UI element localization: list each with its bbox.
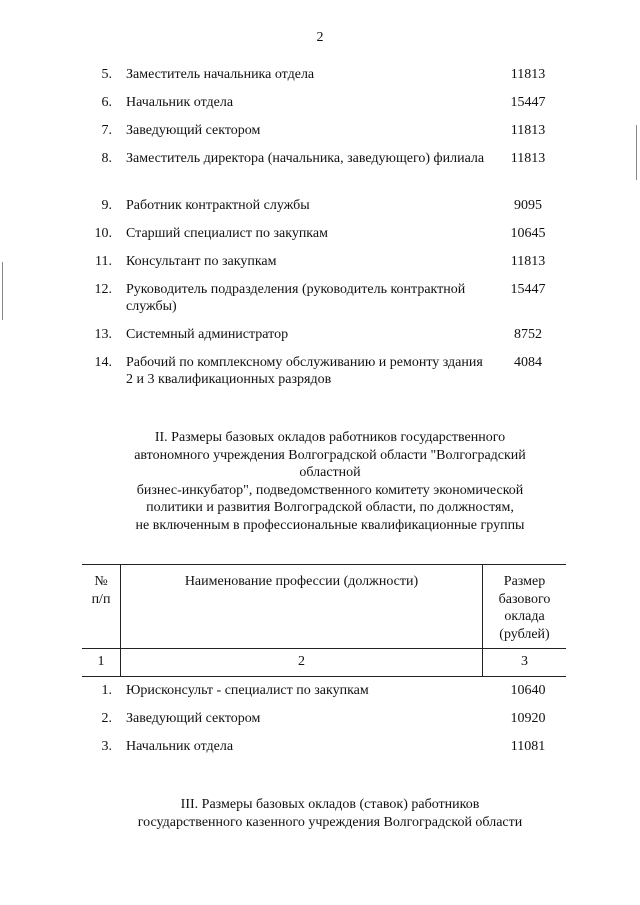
item-number: 14. (94, 355, 112, 370)
section-2-heading (110, 429, 550, 534)
item-title: Начальник отдела (126, 95, 234, 110)
row-number: 1. (101, 683, 112, 698)
item-number: 6. (101, 95, 112, 110)
item-number: 9. (101, 198, 112, 213)
header-number-column (82, 573, 120, 608)
row-salary: 11081 (510, 739, 546, 754)
header-line: (рублей) (499, 626, 550, 642)
row-number: 2. (101, 711, 112, 726)
item-number: 7. (101, 123, 112, 138)
row-salary: 10920 (510, 711, 546, 726)
index-cell: 3 (521, 654, 528, 669)
row-title: Юрисконсульт - специалист по закупкам (126, 683, 369, 698)
item-salary: 8752 (514, 327, 542, 342)
scan-edge-mark (636, 125, 637, 180)
index-cell: 2 (298, 654, 305, 669)
section-3-heading (110, 796, 550, 831)
item-salary: 11813 (510, 254, 546, 269)
item-number: 8. (101, 151, 112, 166)
heading-line: бизнес-инкубатор", подведомственного комитету экономической (136, 482, 524, 498)
heading-line: политики и развития Волгоградской области, по должностям, (146, 500, 514, 515)
heading-line: автономного учреждения Волгоградской области "Волгоградский (134, 447, 526, 463)
item-title: Консультант по закупкам (126, 254, 277, 269)
item-salary: 15447 (510, 282, 546, 297)
item-title: Рабочий по комплексному обслуживанию и ремонту здания 2 и 3 квалификационных разрядов (126, 355, 483, 387)
table-header-divider (82, 648, 566, 649)
item-number: 10. (94, 226, 112, 241)
heading-line: областной (299, 465, 361, 480)
index-cell: 1 (97, 654, 105, 669)
item-salary: 15447 (510, 95, 546, 110)
row-title: Заведующий сектором (126, 711, 261, 726)
header-line: п/п (91, 591, 111, 607)
item-number: 12. (94, 282, 112, 297)
item-title: Руководитель подразделения (руководитель контрактной службы) (126, 282, 466, 314)
table-top-border (82, 564, 566, 565)
header-line: № (94, 574, 108, 589)
header-line: оклада (504, 609, 545, 624)
item-title: Работник контрактной службы (126, 198, 310, 213)
item-salary: 11813 (510, 123, 546, 138)
header-name-column: Наименование профессии (должности) (184, 574, 419, 589)
item-salary: 4084 (514, 355, 542, 370)
item-salary: 11813 (510, 67, 546, 82)
table-index-divider (82, 676, 566, 677)
header-line: базового (498, 591, 551, 607)
item-salary: 10645 (510, 226, 546, 241)
item-salary: 9095 (514, 198, 542, 213)
heading-line: государственного казенного учреждения Волгоградской области (137, 814, 523, 830)
item-title: Заместитель начальника отдела (126, 67, 315, 82)
item-title: Заместитель директора (начальника, заведующего) филиала (126, 151, 485, 166)
scan-edge-mark (2, 262, 3, 320)
item-salary: 11813 (510, 151, 546, 166)
row-salary: 10640 (510, 683, 546, 698)
item-title: Системный администратор (126, 327, 289, 342)
item-number: 5. (101, 67, 112, 82)
item-number: 11. (95, 254, 112, 269)
row-number: 3. (101, 739, 112, 754)
row-title: Начальник отдела (126, 739, 234, 754)
header-line: Размер (503, 574, 546, 589)
heading-line: не включенным в профессиональные квалификационные группы (135, 517, 525, 533)
heading-line: II. Размеры базовых окладов работников государственного (154, 430, 506, 445)
item-number: 13. (94, 327, 112, 342)
heading-line: III. Размеры базовых окладов (ставок) работников (180, 797, 480, 812)
item-title: Старший специалист по закупкам (126, 226, 328, 241)
page-number: 2 (316, 30, 324, 45)
item-title: Заведующий сектором (126, 123, 261, 138)
header-amount-column (483, 573, 566, 643)
